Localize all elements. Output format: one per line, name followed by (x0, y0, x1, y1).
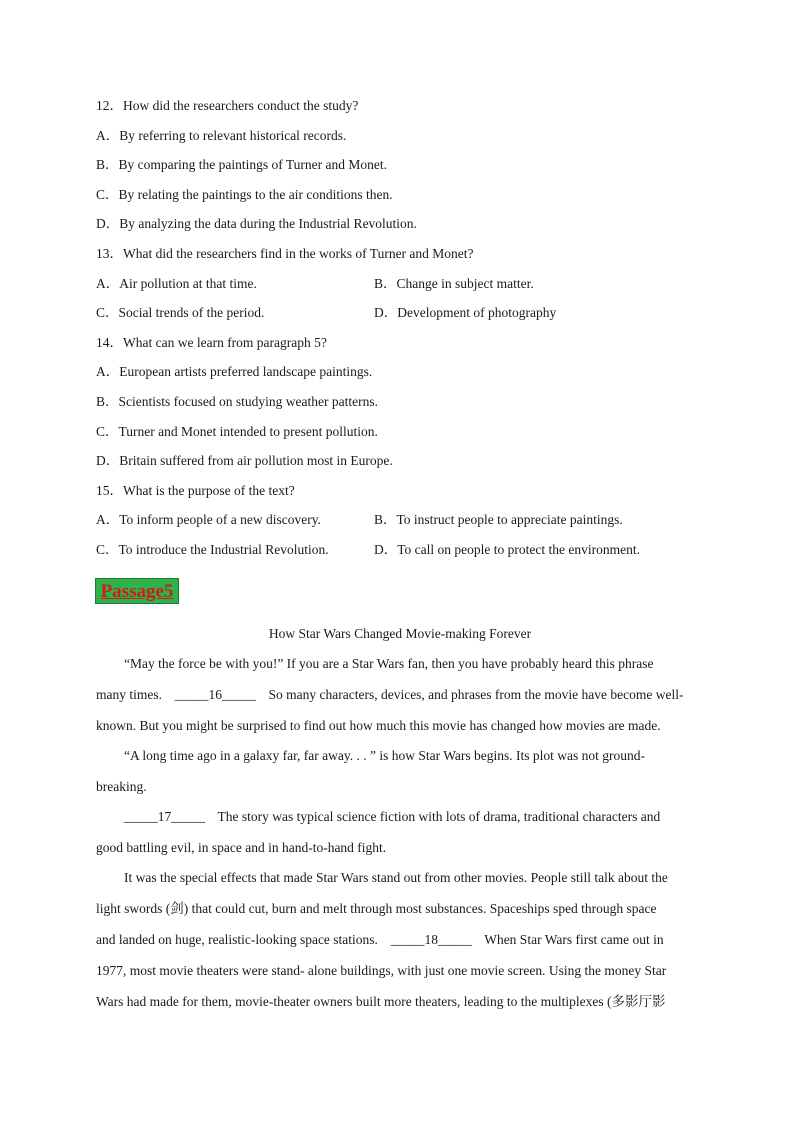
q12-stem: 12．How did the researchers conduct the study? (96, 98, 359, 113)
q14-option-c: C．Turner and Monet intended to present pollution. (96, 424, 378, 439)
q15-option-a: A．To inform people of a new discovery. (96, 512, 321, 527)
p4-line-4: 1977, most movie theaters were stand- alone buildings, with just one movie screen. Using the money Star (96, 963, 667, 978)
blank-18: _____18_____ (390, 932, 472, 947)
q12-option-c: C．By relating the paintings to the air conditions then. (96, 187, 393, 202)
p4-line-1: It was the special effects that made Star Wars stand out from other movies. People still talk about the (124, 870, 668, 885)
p3-line-1-post: The story was typical science fiction with lots of drama, traditional characters and (217, 809, 661, 824)
q12-option-d: D．By analyzing the data during the Industrial Revolution. (96, 216, 417, 231)
q15-stem: 15．What is the purpose of the text? (96, 483, 295, 498)
p4-line-5: Wars had made for them, movie-theater owners built more theaters, leading to the multiplexes (多影厅影 (96, 994, 666, 1009)
q13-option-b: B．Change in subject matter. (374, 276, 534, 291)
q13-stem: 13．What did the researchers find in the works of Turner and Monet? (96, 246, 474, 261)
q14-option-d: D．Britain suffered from air pollution most in Europe. (96, 453, 393, 468)
p1-line-3: known. But you might be surprised to find out how much this movie has changed how movies are made. (96, 718, 661, 733)
passage-title: How Star Wars Changed Movie-making Forever (268, 626, 532, 641)
q13-option-d: D．Development of photography (374, 305, 557, 320)
blank-17: _____17_____ (124, 809, 205, 824)
q15-option-c: C．To introduce the Industrial Revolution. (96, 542, 329, 557)
p2-line-1: “A long time ago in a galaxy far, far away. . . ” is how Star Wars begins. Its plot was not ground- (124, 748, 646, 763)
q13-option-c: C．Social trends of the period. (96, 305, 265, 320)
q15-option-d: D．To call on people to protect the environment. (374, 542, 640, 557)
q12-option-b: B．By comparing the paintings of Turner and Monet. (96, 157, 387, 172)
p4-line-3-pre: and landed on huge, realistic-looking space stations. (96, 932, 378, 947)
q14-option-b: B．Scientists focused on studying weather patterns. (96, 394, 378, 409)
p3-line-2: good battling evil, in space and in hand-to-hand fight. (96, 840, 387, 855)
passage-badge: Passage5 (95, 578, 179, 604)
p1-line-2-pre: many times. (96, 687, 162, 702)
p1-line-1: “May the force be with you!” If you are a Star Wars fan, then you have probably heard this phrase (124, 656, 654, 671)
p4-line-3-post: When Star Wars first came out in (484, 932, 664, 947)
q15-option-b: B．To instruct people to appreciate paintings. (374, 512, 623, 527)
p1-line-2-post: So many characters, devices, and phrases from the movie have become well- (268, 687, 684, 702)
p2-line-2: breaking. (96, 779, 147, 794)
p1-line-2 (96, 686, 692, 704)
p4-line-2: light swords (剑) that could cut, burn and melt through most substances. Spaceships sped through space (96, 901, 657, 916)
q14-stem: 14．What can we learn from paragraph 5? (96, 335, 327, 350)
q13-option-a: A．Air pollution at that time. (96, 276, 257, 291)
p4-line-3 (96, 931, 692, 949)
q14-option-a: A．European artists preferred landscape paintings. (96, 364, 373, 379)
q12-option-a: A．By referring to relevant historical records. (96, 128, 347, 143)
p3-line-1 (124, 808, 720, 826)
blank-16: _____16_____ (174, 687, 256, 702)
